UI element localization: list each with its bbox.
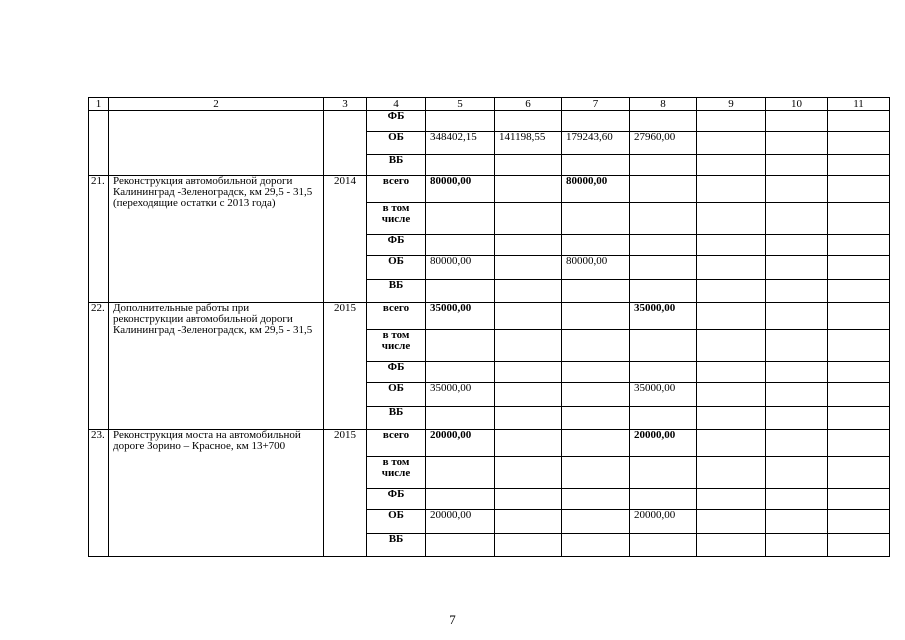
value-cell: 20000,00	[426, 430, 495, 457]
source-label: всего	[367, 176, 426, 203]
value-cell	[828, 303, 890, 330]
column-header: 4	[367, 98, 426, 111]
value-cell	[828, 407, 890, 430]
value-cell	[495, 330, 562, 362]
continuation-name-cell	[109, 111, 324, 176]
value-cell	[828, 111, 890, 132]
value-cell	[495, 407, 562, 430]
value-cell: 80000,00	[562, 176, 630, 203]
value-cell	[426, 489, 495, 510]
continuation-year-cell	[324, 111, 367, 176]
value-cell	[697, 132, 766, 155]
value-cell	[495, 534, 562, 557]
value-cell	[495, 510, 562, 534]
value-cell	[697, 457, 766, 489]
value-cell	[697, 407, 766, 430]
value-cell	[697, 235, 766, 256]
value-cell	[766, 235, 828, 256]
item-year: 2014	[324, 176, 367, 303]
value-cell	[697, 383, 766, 407]
value-cell: 35000,00	[426, 383, 495, 407]
value-cell	[697, 362, 766, 383]
value-cell	[828, 256, 890, 280]
table-body	[89, 98, 890, 557]
value-cell	[495, 235, 562, 256]
value-cell	[562, 111, 630, 132]
value-cell	[766, 489, 828, 510]
column-header: 6	[495, 98, 562, 111]
source-label: в том числе	[367, 203, 426, 235]
value-cell	[426, 155, 495, 176]
value-cell	[495, 155, 562, 176]
value-cell	[630, 235, 697, 256]
value-cell	[828, 330, 890, 362]
value-cell: 80000,00	[562, 256, 630, 280]
value-cell	[828, 235, 890, 256]
value-cell	[426, 203, 495, 235]
item-number: 22.	[89, 303, 109, 430]
continuation-num-cell	[89, 111, 109, 176]
value-cell: 80000,00	[426, 176, 495, 203]
value-cell	[630, 176, 697, 203]
value-cell	[828, 280, 890, 303]
value-cell	[828, 362, 890, 383]
value-cell	[630, 280, 697, 303]
value-cell	[766, 407, 828, 430]
value-cell	[562, 407, 630, 430]
value-cell	[828, 534, 890, 557]
header-row	[89, 98, 890, 111]
value-cell	[562, 362, 630, 383]
value-cell	[562, 235, 630, 256]
value-cell	[766, 176, 828, 203]
column-header: 3	[324, 98, 367, 111]
value-cell	[697, 256, 766, 280]
value-cell: 141198,55	[495, 132, 562, 155]
source-label: в том числе	[367, 457, 426, 489]
source-label: всего	[367, 303, 426, 330]
value-cell	[630, 256, 697, 280]
value-cell: 35000,00	[630, 303, 697, 330]
value-cell	[697, 111, 766, 132]
value-cell	[828, 489, 890, 510]
value-cell: 35000,00	[630, 383, 697, 407]
value-cell	[697, 280, 766, 303]
value-cell: 20000,00	[426, 510, 495, 534]
value-cell	[495, 303, 562, 330]
value-cell	[495, 457, 562, 489]
value-cell	[630, 489, 697, 510]
value-cell	[766, 430, 828, 457]
source-label: ФБ	[367, 489, 426, 510]
value-cell	[766, 457, 828, 489]
value-cell	[562, 303, 630, 330]
column-header: 1	[89, 98, 109, 111]
value-cell	[562, 430, 630, 457]
value-cell	[828, 176, 890, 203]
column-header: 11	[828, 98, 890, 111]
source-label: ОБ	[367, 256, 426, 280]
source-label: в том числе	[367, 330, 426, 362]
value-cell	[697, 534, 766, 557]
value-cell	[828, 430, 890, 457]
table-row	[89, 303, 890, 330]
value-cell	[426, 534, 495, 557]
value-cell	[828, 203, 890, 235]
value-cell	[495, 256, 562, 280]
item-name: Реконструкция моста на автомобильной дороге Зорино – Красное, км 13+700	[109, 430, 324, 557]
value-cell: 27960,00	[630, 132, 697, 155]
value-cell	[697, 155, 766, 176]
value-cell	[495, 111, 562, 132]
value-cell	[495, 489, 562, 510]
column-header: 8	[630, 98, 697, 111]
value-cell: 35000,00	[426, 303, 495, 330]
source-label: ФБ	[367, 362, 426, 383]
value-cell	[766, 280, 828, 303]
item-year: 2015	[324, 303, 367, 430]
value-cell	[495, 362, 562, 383]
value-cell	[828, 132, 890, 155]
source-label: ВБ	[367, 534, 426, 557]
value-cell	[426, 235, 495, 256]
source-label: всего	[367, 430, 426, 457]
value-cell	[630, 407, 697, 430]
value-cell	[630, 457, 697, 489]
value-cell	[697, 303, 766, 330]
source-label: ВБ	[367, 407, 426, 430]
value-cell	[766, 303, 828, 330]
source-label: ОБ	[367, 510, 426, 534]
value-cell	[630, 155, 697, 176]
value-cell	[766, 132, 828, 155]
column-header: 7	[562, 98, 630, 111]
item-name: Дополнительные работы при реконструкции автомобильной дороги Калининград -Зеленоградск, км 29,5 - 31,5	[109, 303, 324, 430]
value-cell	[697, 510, 766, 534]
value-cell	[630, 534, 697, 557]
value-cell	[630, 330, 697, 362]
value-cell	[562, 330, 630, 362]
value-cell: 348402,15	[426, 132, 495, 155]
value-cell	[766, 203, 828, 235]
value-cell	[426, 280, 495, 303]
value-cell	[697, 430, 766, 457]
value-cell	[426, 330, 495, 362]
value-cell	[766, 534, 828, 557]
table-row	[89, 111, 890, 132]
value-cell	[828, 383, 890, 407]
value-cell	[562, 203, 630, 235]
value-cell: 80000,00	[426, 256, 495, 280]
column-header: 5	[426, 98, 495, 111]
value-cell	[697, 176, 766, 203]
value-cell	[630, 203, 697, 235]
value-cell	[495, 383, 562, 407]
value-cell	[697, 330, 766, 362]
item-year: 2015	[324, 430, 367, 557]
column-header: 10	[766, 98, 828, 111]
source-label: ФБ	[367, 111, 426, 132]
budget-table	[88, 97, 890, 557]
value-cell	[562, 510, 630, 534]
value-cell	[495, 176, 562, 203]
page-number: 7	[449, 612, 456, 627]
source-label: ВБ	[367, 280, 426, 303]
source-label: ОБ	[367, 132, 426, 155]
value-cell: 20000,00	[630, 510, 697, 534]
source-label: ВБ	[367, 155, 426, 176]
value-cell	[630, 111, 697, 132]
value-cell: 20000,00	[630, 430, 697, 457]
value-cell	[766, 383, 828, 407]
source-label: ОБ	[367, 383, 426, 407]
item-number: 23.	[89, 430, 109, 557]
value-cell	[766, 362, 828, 383]
value-cell	[426, 362, 495, 383]
source-label: ФБ	[367, 235, 426, 256]
column-header: 9	[697, 98, 766, 111]
value-cell	[426, 407, 495, 430]
value-cell: 179243,60	[562, 132, 630, 155]
value-cell	[630, 362, 697, 383]
table-row	[89, 176, 890, 203]
value-cell	[562, 457, 630, 489]
value-cell	[828, 155, 890, 176]
value-cell	[495, 280, 562, 303]
value-cell	[562, 534, 630, 557]
item-number: 21.	[89, 176, 109, 303]
value-cell	[426, 111, 495, 132]
value-cell	[766, 510, 828, 534]
value-cell	[766, 330, 828, 362]
value-cell	[697, 203, 766, 235]
value-cell	[426, 457, 495, 489]
value-cell	[828, 510, 890, 534]
value-cell	[828, 457, 890, 489]
value-cell	[562, 280, 630, 303]
table-row	[89, 430, 890, 457]
item-name: Реконструкция автомобильной дороги Калининград -Зеленоградск, км 29,5 - 31,5 (переходящие остатки с 2013 года)	[109, 176, 324, 303]
value-cell	[697, 489, 766, 510]
column-header: 2	[109, 98, 324, 111]
value-cell	[766, 111, 828, 132]
value-cell	[495, 203, 562, 235]
value-cell	[562, 383, 630, 407]
value-cell	[495, 430, 562, 457]
value-cell	[766, 155, 828, 176]
value-cell	[562, 489, 630, 510]
value-cell	[766, 256, 828, 280]
value-cell	[562, 155, 630, 176]
